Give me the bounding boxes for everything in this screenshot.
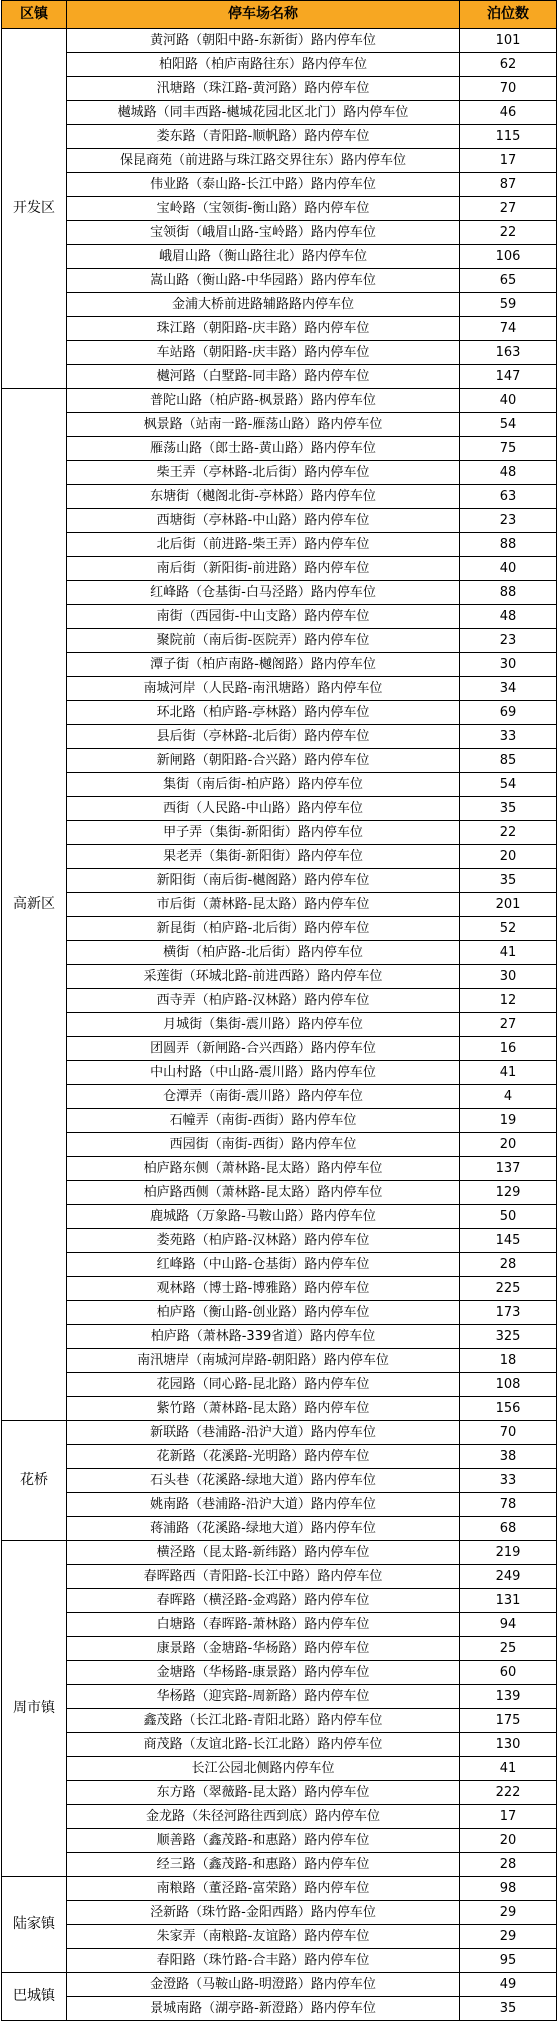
parking-lot-name: 嵩山路（衡山路-中华园路）路内停车位 — [67, 269, 460, 293]
parking-lot-name: 新联路（巷浦路-沿沪大道）路内停车位 — [67, 1421, 460, 1445]
parking-lot-name: 经三路（鑫茂路-和惠路）路内停车位 — [67, 1853, 460, 1877]
parking-lot-name: 金龙路（朱径河路往西到底）路内停车位 — [67, 1805, 460, 1829]
parking-lot-name: 朱家弄（南粮路-友谊路）路内停车位 — [67, 1925, 460, 1949]
berth-count: 54 — [460, 773, 557, 797]
parking-lot-name: 北后街（前进路-柴王弄）路内停车位 — [67, 533, 460, 557]
table-row — [2, 1877, 557, 1901]
berth-count: 22 — [460, 821, 557, 845]
parking-lot-name: 娄苑路（柏庐路-汉林路）路内停车位 — [67, 1229, 460, 1253]
parking-lot-name: 鹿城路（万象路-马鞍山路）路内停车位 — [67, 1205, 460, 1229]
parking-lot-name: 西街（人民路-中山路）路内停车位 — [67, 797, 460, 821]
parking-lot-name: 观林路（博士路-博雅路）路内停车位 — [67, 1277, 460, 1301]
parking-lot-name: 柏阳路（柏庐南路往东）路内停车位 — [67, 53, 460, 77]
parking-lot-name: 白塘路（春晖路-萧林路）路内停车位 — [67, 1613, 460, 1637]
parking-lot-name: 柴王弄（亭林路-北后街）路内停车位 — [67, 461, 460, 485]
berth-count: 12 — [460, 989, 557, 1013]
parking-lot-name: 柏庐路东侧（萧林路-昆太路）路内停车位 — [67, 1157, 460, 1181]
berth-count: 222 — [460, 1781, 557, 1805]
district-cell: 高新区 — [2, 389, 67, 1421]
table-row — [2, 149, 557, 173]
parking-lot-name: 集街（南后街-柏庐路）路内停车位 — [67, 773, 460, 797]
parking-lot-name: 汛塘路（珠江路-黄河路）路内停车位 — [67, 77, 460, 101]
parking-lot-name: 黄河路（朝阳中路-东新街）路内停车位 — [67, 29, 460, 53]
header-district: 区镇 — [2, 1, 67, 29]
district-cell: 周市镇 — [2, 1541, 67, 1877]
header-count: 泊位数 — [460, 1, 557, 29]
parking-lot-name: 新阳街（南后街-樾阁路）路内停车位 — [67, 869, 460, 893]
parking-lot-name: 横泾路（昆太路-新纬路）路内停车位 — [67, 1541, 460, 1565]
table-row — [2, 1397, 557, 1421]
berth-count: 219 — [460, 1541, 557, 1565]
table-row — [2, 1973, 557, 1997]
parking-lot-name: 东方路（翠薇路-昆太路）路内停车位 — [67, 1781, 460, 1805]
table-row — [2, 1325, 557, 1349]
berth-count: 29 — [460, 1901, 557, 1925]
berth-count: 41 — [460, 1757, 557, 1781]
parking-lot-name: 团圆弄（新闸路-合兴西路）路内停车位 — [67, 1037, 460, 1061]
parking-table — [1, 0, 557, 2021]
parking-lot-name: 宝领街（峨眉山路-宝岭路）路内停车位 — [67, 221, 460, 245]
parking-lot-name: 横街（柏庐路-北后街）路内停车位 — [67, 941, 460, 965]
parking-lot-name: 西园街（南街-西街）路内停车位 — [67, 1133, 460, 1157]
table-row — [2, 1589, 557, 1613]
header-name: 停车场名称 — [67, 1, 460, 29]
berth-count: 137 — [460, 1157, 557, 1181]
berth-count: 106 — [460, 245, 557, 269]
berth-count: 27 — [460, 1013, 557, 1037]
table-row — [2, 1277, 557, 1301]
table-row — [2, 725, 557, 749]
district-cell: 陆家镇 — [2, 1877, 67, 1973]
table-row — [2, 1205, 557, 1229]
berth-count: 95 — [460, 1949, 557, 1973]
berth-count: 101 — [460, 29, 557, 53]
berth-count: 16 — [460, 1037, 557, 1061]
parking-lot-name: 南城河岸（人民路-南汛塘路）路内停车位 — [67, 677, 460, 701]
parking-lot-name: 东塘街（樾阁北街-亭林路）路内停车位 — [67, 485, 460, 509]
berth-count: 35 — [460, 797, 557, 821]
parking-lot-name: 采莲街（环城北路-前进西路）路内停车位 — [67, 965, 460, 989]
table-row — [2, 197, 557, 221]
table-row — [2, 389, 557, 413]
parking-lot-name: 顺善路（鑫茂路-和惠路）路内停车位 — [67, 1829, 460, 1853]
berth-count: 98 — [460, 1877, 557, 1901]
berth-count: 35 — [460, 1997, 557, 2021]
table-row — [2, 437, 557, 461]
berth-count: 30 — [460, 965, 557, 989]
district-cell: 花桥 — [2, 1421, 67, 1541]
table-body — [2, 29, 557, 2021]
table-row — [2, 293, 557, 317]
berth-count: 48 — [460, 605, 557, 629]
table-row — [2, 917, 557, 941]
table-row — [2, 413, 557, 437]
berth-count: 108 — [460, 1373, 557, 1397]
parking-lot-name: 紫竹路（萧林路-昆太路）路内停车位 — [67, 1397, 460, 1421]
table-row — [2, 1997, 557, 2021]
parking-lot-name: 长江公园北侧路内停车位 — [67, 1757, 460, 1781]
parking-lot-name: 峨眉山路（衡山路往北）路内停车位 — [67, 245, 460, 269]
berth-count: 74 — [460, 317, 557, 341]
berth-count: 225 — [460, 1277, 557, 1301]
table-row — [2, 245, 557, 269]
table-row — [2, 821, 557, 845]
parking-lot-name: 县后街（亭林路-北后街）路内停车位 — [67, 725, 460, 749]
parking-lot-name: 柏庐路（衡山路-创业路）路内停车位 — [67, 1301, 460, 1325]
berth-count: 33 — [460, 1469, 557, 1493]
table-row — [2, 773, 557, 797]
berth-count: 201 — [460, 893, 557, 917]
table-row — [2, 557, 557, 581]
parking-lot-name: 金浦大桥前进路辅路路内停车位 — [67, 293, 460, 317]
table-row — [2, 1733, 557, 1757]
parking-lot-name: 柏庐路西侧（萧林路-昆太路）路内停车位 — [67, 1181, 460, 1205]
berth-count: 34 — [460, 677, 557, 701]
parking-lot-name: 金塘路（华杨路-康景路）路内停车位 — [67, 1661, 460, 1685]
parking-lot-name: 果老弄（集街-新阳街）路内停车位 — [67, 845, 460, 869]
berth-count: 249 — [460, 1565, 557, 1589]
table-row — [2, 509, 557, 533]
parking-lot-name: 春晖路（横泾路-金鸡路）路内停车位 — [67, 1589, 460, 1613]
parking-lot-name: 商茂路（友谊北路-长江北路）路内停车位 — [67, 1733, 460, 1757]
parking-lot-name: 春晖路西（青阳路-长江中路）路内停车位 — [67, 1565, 460, 1589]
berth-count: 147 — [460, 365, 557, 389]
table-row — [2, 749, 557, 773]
table-row — [2, 653, 557, 677]
berth-count: 33 — [460, 725, 557, 749]
table-row — [2, 1853, 557, 1877]
table-row — [2, 1805, 557, 1829]
table-row — [2, 317, 557, 341]
table-row — [2, 485, 557, 509]
table-row — [2, 173, 557, 197]
table-row — [2, 1781, 557, 1805]
table-row — [2, 1013, 557, 1037]
table-row — [2, 797, 557, 821]
table-row — [2, 1901, 557, 1925]
parking-lot-name: 潭子街（柏庐南路-樾阁路）路内停车位 — [67, 653, 460, 677]
parking-lot-name: 娄东路（青阳路-顺帆路）路内停车位 — [67, 125, 460, 149]
berth-count: 27 — [460, 197, 557, 221]
berth-count: 41 — [460, 1061, 557, 1085]
berth-count: 65 — [460, 269, 557, 293]
table-row — [2, 1061, 557, 1085]
berth-count: 88 — [460, 533, 557, 557]
berth-count: 38 — [460, 1445, 557, 1469]
parking-lot-name: 南汛塘岸（南城河岸路-朝阳路）路内停车位 — [67, 1349, 460, 1373]
table-row — [2, 77, 557, 101]
table-row — [2, 1037, 557, 1061]
header-row — [2, 1, 557, 29]
parking-lot-name: 红峰路（仓基街-白马泾路）路内停车位 — [67, 581, 460, 605]
berth-count: 139 — [460, 1685, 557, 1709]
table-row — [2, 1709, 557, 1733]
berth-count: 23 — [460, 509, 557, 533]
parking-lot-name: 市后街（萧林路-昆太路）路内停车位 — [67, 893, 460, 917]
table-row — [2, 221, 557, 245]
berth-count: 46 — [460, 101, 557, 125]
parking-lot-name: 红峰路（中山路-仓基街）路内停车位 — [67, 1253, 460, 1277]
table-row — [2, 1757, 557, 1781]
district-cell: 开发区 — [2, 29, 67, 389]
berth-count: 48 — [460, 461, 557, 485]
berth-count: 41 — [460, 941, 557, 965]
table-row — [2, 1349, 557, 1373]
berth-count: 175 — [460, 1709, 557, 1733]
table-row — [2, 1949, 557, 1973]
berth-count: 325 — [460, 1325, 557, 1349]
parking-lot-name: 樾城路（同丰西路-樾城花园北区北门）路内停车位 — [67, 101, 460, 125]
berth-count: 85 — [460, 749, 557, 773]
berth-count: 70 — [460, 1421, 557, 1445]
parking-lot-name: 泾新路（珠竹路-金阳西路）路内停车位 — [67, 1901, 460, 1925]
berth-count: 23 — [460, 629, 557, 653]
parking-lot-name: 柏庐路（萧林路-339省道）路内停车位 — [67, 1325, 460, 1349]
parking-lot-name: 中山村路（中山路-震川路）路内停车位 — [67, 1061, 460, 1085]
berth-count: 28 — [460, 1853, 557, 1877]
berth-count: 22 — [460, 221, 557, 245]
parking-lot-name: 环北路（柏庐路-亭林路）路内停车位 — [67, 701, 460, 725]
berth-count: 62 — [460, 53, 557, 77]
berth-count: 19 — [460, 1109, 557, 1133]
parking-lot-name: 康景路（金塘路-华杨路）路内停车位 — [67, 1637, 460, 1661]
table-row — [2, 989, 557, 1013]
table-row — [2, 341, 557, 365]
parking-lot-name: 车站路（朝阳路-庆丰路）路内停车位 — [67, 341, 460, 365]
table-row — [2, 29, 557, 53]
parking-lot-name: 花新路（花溪路-光明路）路内停车位 — [67, 1445, 460, 1469]
berth-count: 40 — [460, 557, 557, 581]
parking-lot-name: 南粮路（董泾路-富荣路）路内停车位 — [67, 1877, 460, 1901]
table-row — [2, 1517, 557, 1541]
parking-lot-name: 普陀山路（柏庐路-枫景路）路内停车位 — [67, 389, 460, 413]
table-row — [2, 1157, 557, 1181]
table-row — [2, 1445, 557, 1469]
parking-lot-name: 雁荡山路（郎士路-黄山路）路内停车位 — [67, 437, 460, 461]
parking-lot-name: 伟业路（泰山路-长江中路）路内停车位 — [67, 173, 460, 197]
parking-lot-name: 月城街（集街-震川路）路内停车位 — [67, 1013, 460, 1037]
parking-lot-name: 石头巷（花溪路-绿地大道）路内停车位 — [67, 1469, 460, 1493]
table-row — [2, 1829, 557, 1853]
berth-count: 63 — [460, 485, 557, 509]
table-row — [2, 701, 557, 725]
table-row — [2, 629, 557, 653]
table-row — [2, 1421, 557, 1445]
table-row — [2, 1085, 557, 1109]
berth-count: 129 — [460, 1181, 557, 1205]
table-row — [2, 1637, 557, 1661]
table-row — [2, 1253, 557, 1277]
table-row — [2, 941, 557, 965]
berth-count: 115 — [460, 125, 557, 149]
berth-count: 70 — [460, 77, 557, 101]
parking-lot-name: 西塘街（亭林路-中山路）路内停车位 — [67, 509, 460, 533]
parking-lot-name: 景城南路（湖亭路-新澄路）路内停车位 — [67, 1997, 460, 2021]
table-row — [2, 1541, 557, 1565]
berth-count: 25 — [460, 1637, 557, 1661]
berth-count: 88 — [460, 581, 557, 605]
table-row — [2, 1109, 557, 1133]
berth-count: 52 — [460, 917, 557, 941]
berth-count: 59 — [460, 293, 557, 317]
parking-lot-name: 樾河路（白墅路-同丰路）路内停车位 — [67, 365, 460, 389]
parking-lot-name: 花园路（同心路-昆北路）路内停车位 — [67, 1373, 460, 1397]
table-row — [2, 1229, 557, 1253]
table-row — [2, 677, 557, 701]
table-row — [2, 1133, 557, 1157]
parking-lot-name: 南后街（新阳街-前进路）路内停车位 — [67, 557, 460, 581]
table-row — [2, 365, 557, 389]
berth-count: 28 — [460, 1253, 557, 1277]
table-row — [2, 965, 557, 989]
berth-count: 145 — [460, 1229, 557, 1253]
table-row — [2, 581, 557, 605]
table-row — [2, 533, 557, 557]
table-row — [2, 845, 557, 869]
table-row — [2, 1373, 557, 1397]
parking-lot-name: 新闸路（朝阳路-合兴路）路内停车位 — [67, 749, 460, 773]
parking-lot-name: 新昆街（柏庐路-北后街）路内停车位 — [67, 917, 460, 941]
parking-lot-name: 鑫茂路（长江北路-青阳北路）路内停车位 — [67, 1709, 460, 1733]
berth-count: 173 — [460, 1301, 557, 1325]
table-row — [2, 1613, 557, 1637]
table-row — [2, 1469, 557, 1493]
table-row — [2, 53, 557, 77]
table-row — [2, 1685, 557, 1709]
berth-count: 69 — [460, 701, 557, 725]
berth-count: 156 — [460, 1397, 557, 1421]
berth-count: 54 — [460, 413, 557, 437]
parking-lot-name: 西寺弄（柏庐路-汉林路）路内停车位 — [67, 989, 460, 1013]
table-row — [2, 101, 557, 125]
berth-count: 35 — [460, 869, 557, 893]
berth-count: 75 — [460, 437, 557, 461]
parking-lot-name: 春阳路（珠竹路-合丰路）路内停车位 — [67, 1949, 460, 1973]
berth-count: 17 — [460, 149, 557, 173]
berth-count: 163 — [460, 341, 557, 365]
berth-count: 131 — [460, 1589, 557, 1613]
berth-count: 130 — [460, 1733, 557, 1757]
table-row — [2, 869, 557, 893]
berth-count: 20 — [460, 1133, 557, 1157]
table-row — [2, 1565, 557, 1589]
district-cell: 巴城镇 — [2, 1973, 67, 2021]
table-row — [2, 1925, 557, 1949]
parking-lot-name: 珠江路（朝阳路-庆丰路）路内停车位 — [67, 317, 460, 341]
table-row — [2, 269, 557, 293]
table-row — [2, 461, 557, 485]
berth-count: 40 — [460, 389, 557, 413]
table-row — [2, 893, 557, 917]
berth-count: 29 — [460, 1925, 557, 1949]
parking-lot-name: 甲子弄（集街-新阳街）路内停车位 — [67, 821, 460, 845]
table-row — [2, 125, 557, 149]
berth-count: 50 — [460, 1205, 557, 1229]
parking-lot-name: 保昆商苑（前进路与珠江路交界往东）路内停车位 — [67, 149, 460, 173]
parking-lot-name: 华杨路（迎宾路-周新路）路内停车位 — [67, 1685, 460, 1709]
berth-count: 78 — [460, 1493, 557, 1517]
parking-lot-name: 聚院前（南后街-医院弄）路内停车位 — [67, 629, 460, 653]
table-row — [2, 605, 557, 629]
parking-lot-name: 蒋浦路（花溪路-绿地大道）路内停车位 — [67, 1517, 460, 1541]
parking-lot-name: 姚南路（巷浦路-沿沪大道）路内停车位 — [67, 1493, 460, 1517]
berth-count: 68 — [460, 1517, 557, 1541]
berth-count: 49 — [460, 1973, 557, 1997]
parking-lot-name: 枫景路（站南一路-雁荡山路）路内停车位 — [67, 413, 460, 437]
parking-lot-name: 宝岭路（宝领街-衡山路）路内停车位 — [67, 197, 460, 221]
parking-lot-name: 石幢弄（南街-西街）路内停车位 — [67, 1109, 460, 1133]
table-row — [2, 1301, 557, 1325]
berth-count: 20 — [460, 845, 557, 869]
parking-lot-name: 南街（西园街-中山支路）路内停车位 — [67, 605, 460, 629]
table-row — [2, 1661, 557, 1685]
berth-count: 94 — [460, 1613, 557, 1637]
berth-count: 4 — [460, 1085, 557, 1109]
berth-count: 87 — [460, 173, 557, 197]
parking-lot-name: 仓潭弄（南街-震川路）路内停车位 — [67, 1085, 460, 1109]
berth-count: 17 — [460, 1805, 557, 1829]
berth-count: 18 — [460, 1349, 557, 1373]
table-row — [2, 1493, 557, 1517]
berth-count: 60 — [460, 1661, 557, 1685]
table-row — [2, 1181, 557, 1205]
parking-lot-name: 金澄路（马鞍山路-明澄路）路内停车位 — [67, 1973, 460, 1997]
berth-count: 20 — [460, 1829, 557, 1853]
berth-count: 30 — [460, 653, 557, 677]
